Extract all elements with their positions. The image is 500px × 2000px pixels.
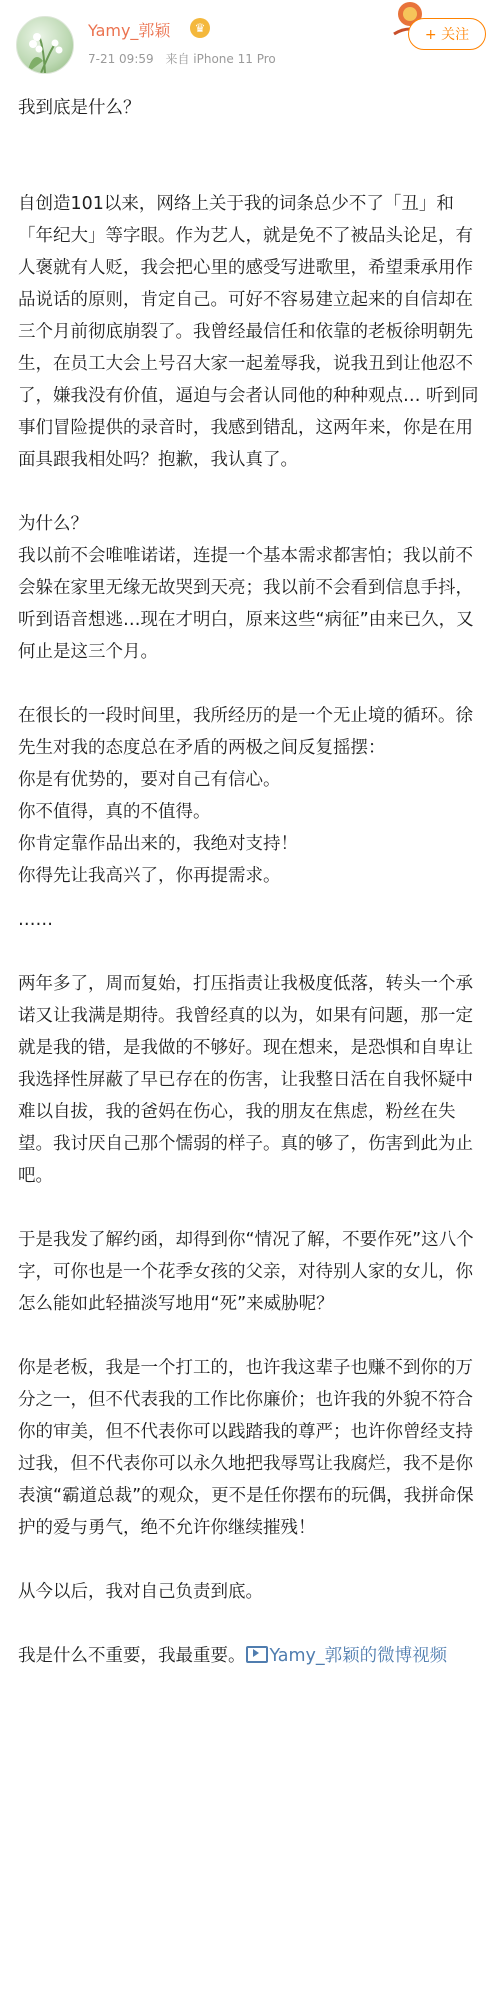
post-paragraph-2: 自创造101以来，网络上关于我的词条总少不了「丑」和「年纪大」等字眼。作为艺人，就是免不了被品头论足，有人褒就有人贬，我会把心里的感受写进歌里，希望秉承用作品说话的原则，肯定自己。可好不容易建立起来的自信却在三个月前彻底崩裂了。我曾经最信任和依靠的老板徐明朝先生，在员工大会上号召大家一起羞辱我，说我丑到让他忍不了，嫌我没有价值，逼迫与会者认同他的种种观点… 听到同事们冒险提供的录音时，我感到错乱，这两年来，你是在用面具跟我相处吗？抱歉，我认真了。 — [18, 194, 479, 470]
post-body — [18, 92, 484, 1672]
post-source: 来自 iPhone 11 Pro — [165, 52, 276, 66]
post-time: 7-21 09:59 — [88, 52, 154, 66]
video-play-icon — [246, 1646, 268, 1663]
avatar[interactable] — [16, 16, 74, 74]
post-paragraph-3: 为什么？ 我以前不会唯唯诺诺，连提一个基本需求都害怕；我以前不会躲在家里无缘无故哭到天亮；我以前不会看到信息手抖，听到语音想逃…现在才明白，原来这些“病征”由来已久，又何止是这三个月。 — [18, 514, 474, 662]
post-paragraph-6: 于是我发了解约函，却得到你“情况了解，不要作死”这八个字，可你也是一个花季女孩的父亲，对待别人家的女儿，你怎么能如此轻描淡写地用“死”来威胁呢？ — [18, 1230, 474, 1314]
closing-text: 我是什么不重要，我最重要。 — [18, 1646, 246, 1666]
video-link[interactable] — [246, 1646, 448, 1666]
post-paragraph-7: 你是老板，我是一个打工的，也许我这辈子也赚不到你的万分之一，但不代表我的工作比你廉价；也许我的外貌不符合你的审美，但不代表你可以践踏我的尊严；也许你曾经支持过我，但不代表你可以永久地把我辱骂让我腐烂，我不是你表演“霸道总裁”的观众，更不是任你摆布的玩偶，我拼命保护的爱与勇气，绝不允许你继续摧残！ — [18, 1358, 474, 1538]
ellipsis-line: …… — [18, 910, 53, 930]
lily-of-the-valley-avatar-image — [17, 17, 73, 73]
author-name[interactable]: Yamy_郭颖 — [88, 21, 171, 40]
post-meta — [88, 50, 284, 67]
post-paragraph-4: 在很长的一段时间里，我所经历的是一个无止境的循环。徐先生对我的态度总在矛盾的两极之间反复摇摆： 你是有优势的，要对自己有信心。 你不值得，真的不值得。 你肯定靠作品出来的，我绝对支持！ 你得先让我高兴了，你再提需求。 — [18, 706, 473, 886]
post-paragraph-1: 我到底是什么？ — [18, 98, 141, 118]
vip-crown-icon: ♛ — [190, 18, 210, 38]
follow-button[interactable]: + 关注 — [408, 18, 486, 50]
video-link-label[interactable]: Yamy_郭颖的微博视频 — [269, 1646, 448, 1666]
post-header — [0, 0, 500, 80]
post-paragraph-5: 两年多了，周而复始，打压指责让我极度低落，转头一个承诺又让我满是期待。我曾经真的以为，如果有问题，那一定就是我的错，是我做的不够好。现在想来，是恐惧和自卑让我选择性屏蔽了早已存在的伤害，让我整日活在自我怀疑中难以自拔，我的爸妈在伤心，我的朋友在焦虑，粉丝在失望。我讨厌自己那个懦弱的样子。真的够了，伤害到此为止吧。 — [18, 974, 473, 1186]
post-paragraph-8: 从今以后，我对自己负责到底。 — [18, 1582, 263, 1602]
post-paragraph-9 — [18, 1640, 484, 1672]
